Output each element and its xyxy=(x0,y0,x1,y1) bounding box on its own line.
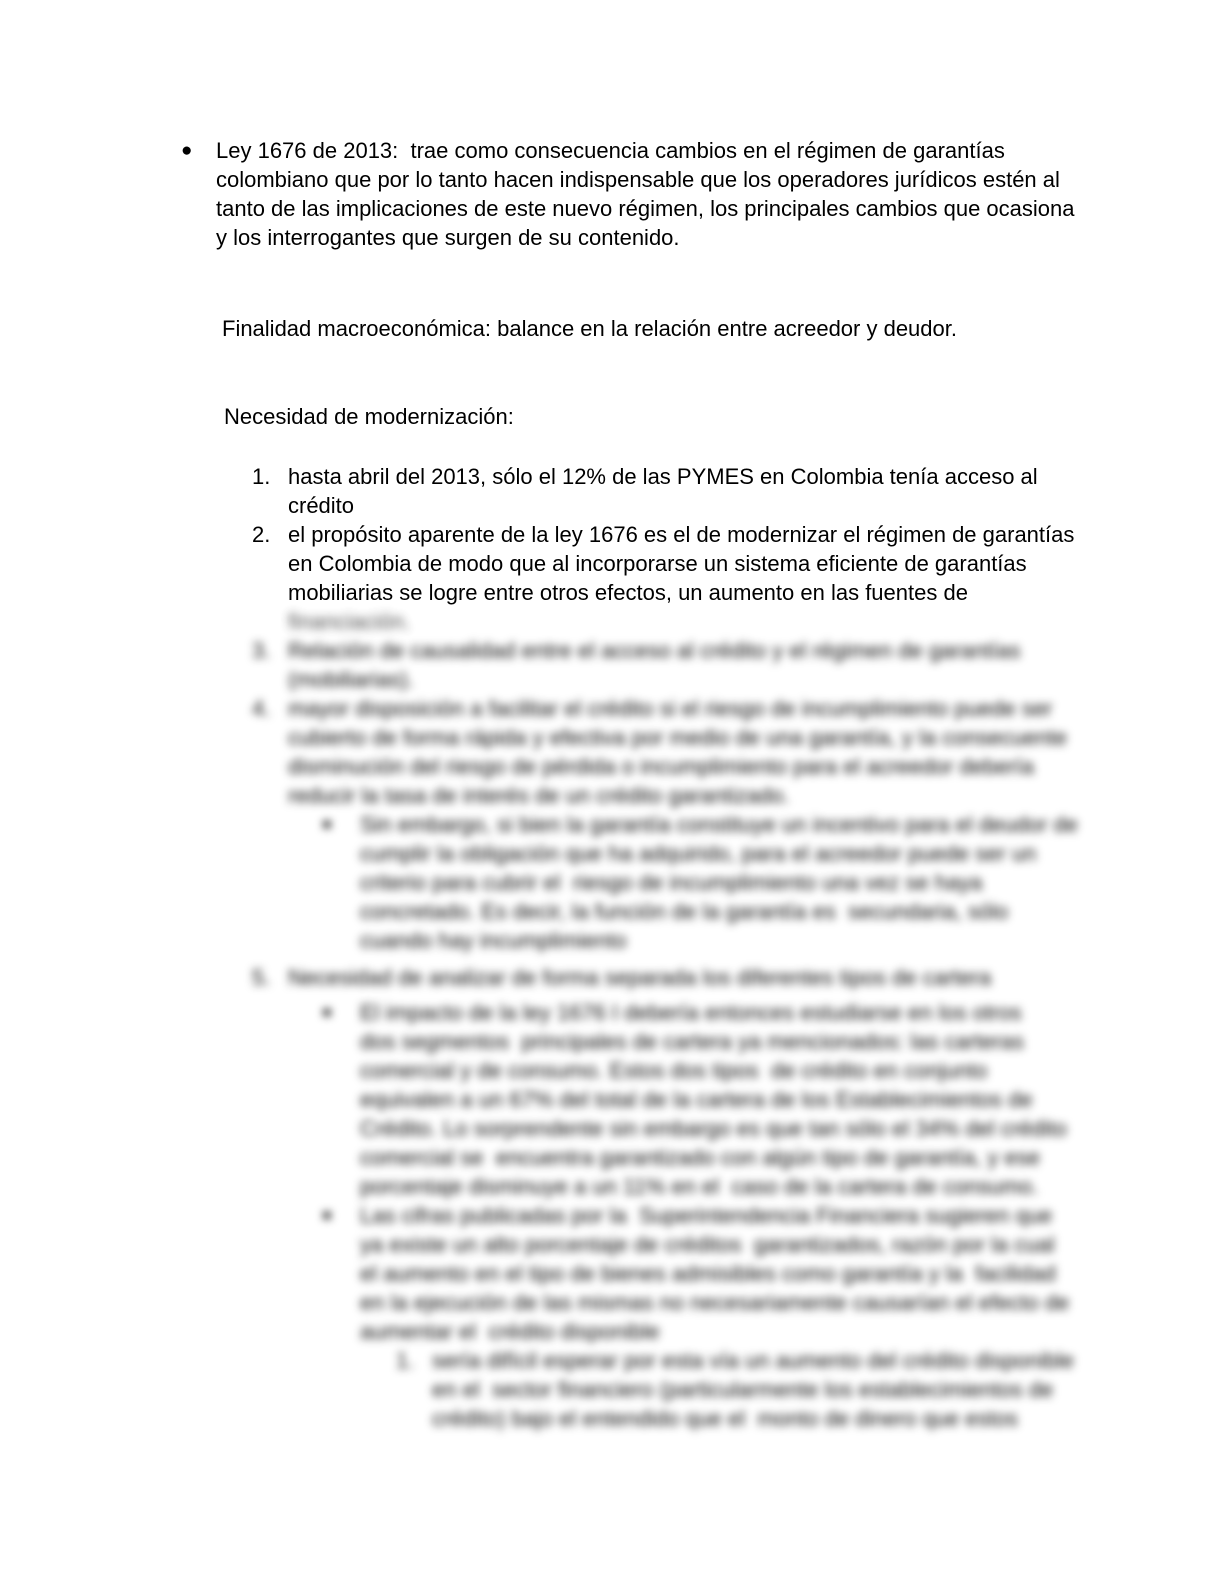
redacted-text-line: ya existe un alto porcentaje de créditos garantizados, razón por la cual xyxy=(360,1232,1055,1257)
number-marker: 3. xyxy=(252,638,271,663)
bullet-item-ley-1676 xyxy=(144,136,1080,252)
redacted-text-line: (mobiliarias). xyxy=(288,667,414,692)
text-line: crédito xyxy=(288,493,355,518)
redacted-text-line: equivalen a un 67% del total de la cartera de los Establecimientos de xyxy=(360,1087,1033,1112)
text-line: mobiliarias se logre entre otros efectos, un aumento en las fuentes de xyxy=(288,580,968,605)
redacted-text-line: crédito) bajo el entendido que el monto de dinero que estos xyxy=(432,1406,1018,1431)
redacted-text-line: Sin embargo, si bien la garantía constituye un incentivo para el deudor de xyxy=(360,812,1078,837)
redacted-text-line: en la ejecución de las mismas no necesariamente causarían el efecto de xyxy=(360,1290,1070,1315)
redacted-text-line: cumplir la obligación que ha adquirido, para el acreedor puede ser un xyxy=(360,841,1037,866)
redacted-text-line: disminución del riesgo de pérdida o incumplimiento para el acreedor debería xyxy=(288,754,1034,779)
redacted-text-line: criterio para cubrir el riesgo de incumplimiento una vez se haya xyxy=(360,870,983,895)
redacted-text-line: Crédito. Lo sorprendente sin embargo es que tan sólo el 34% del crédito xyxy=(360,1116,1067,1141)
list-item-2 xyxy=(144,520,1080,636)
sub-bullet-1-redacted xyxy=(144,810,1080,955)
redacted-text-line: cuando hay incumplimiento xyxy=(360,928,627,953)
document-content xyxy=(144,0,1080,1433)
numbered-list xyxy=(144,462,1080,1433)
text-line: el propósito aparente de la ley 1676 es el de modernizar el régimen de garantías xyxy=(288,522,1075,547)
redacted-text-line: El impacto de la ley 1676 I debería entonces estudiarse en los otros xyxy=(360,1000,1022,1025)
redacted-text-line: Necesidad de analizar de forma separada los diferentes tipos de cartera xyxy=(288,965,992,990)
redacted-text-line: comercial y de consumo. Estos dos tipos de crédito en conjunto xyxy=(360,1058,988,1083)
redacted-text-line: cubierto de forma rápida y efectiva por medio de una garantía, y la consecuente xyxy=(288,725,1068,750)
square-bullet-marker: ▪ xyxy=(322,808,332,839)
redacted-text-line: Relación de causalidad entre el acceso al crédito y el régimen de garantías xyxy=(288,638,1021,663)
redacted-text-line: el aumento en el tipo de bienes admisibles como garantía y la facilidad xyxy=(360,1261,1056,1286)
text-line: y los interrogantes que surgen de su contenido. xyxy=(216,225,680,250)
list-item-1 xyxy=(144,462,1080,520)
redacted-text-line: aumentar el crédito disponible xyxy=(360,1319,660,1344)
paragraph-finalidad: Finalidad macroeconómica: balance en la relación entre acreedor y deudor. xyxy=(222,316,957,341)
list-item-4-redacted xyxy=(144,694,1080,810)
redacted-text-line: en el sector financiero (particularmente los establecimientos de xyxy=(432,1377,1054,1402)
redacted-text-line: dos segmentos principales de cartera ya mencionados: las carteras xyxy=(360,1029,1025,1054)
text-line: Ley 1676 de 2013: trae como consecuencia cambios en el régimen de garantías xyxy=(216,138,1005,163)
text-line: tanto de las implicaciones de este nuevo régimen, los principales cambios que ocasiona xyxy=(216,196,1075,221)
text-line: colombiano que por lo tanto hacen indispensable que los operadores jurídicos estén al xyxy=(216,167,1060,192)
number-marker: 1. xyxy=(396,1348,415,1373)
number-marker: 5. xyxy=(252,965,271,990)
text-line: hasta abril del 2013, sólo el 12% de las PYMES en Colombia tenía acceso al xyxy=(288,464,1038,489)
disc-bullet-marker: ● xyxy=(181,140,193,161)
redacted-text-line: Las cifras publicadas por la Superintendencia Financiera sugieren que xyxy=(360,1203,1053,1228)
redacted-text-line: reducir la tasa de interés de un crédito garantizado. xyxy=(288,783,790,808)
list-item-5-redacted xyxy=(144,963,1080,992)
nested-item-1-redacted xyxy=(144,1346,1080,1433)
number-marker: 2. xyxy=(252,522,271,547)
sub-bullet-2-redacted xyxy=(144,998,1080,1201)
square-bullet-marker: ▪ xyxy=(322,996,332,1027)
square-bullet-marker: ▪ xyxy=(322,1199,332,1230)
sub-bullet-3-redacted xyxy=(144,1201,1080,1346)
paragraph-necesidad: Necesidad de modernización: xyxy=(224,404,514,429)
redacted-text-line: comercial se encuentra garantizado con algún tipo de garantía, y ese xyxy=(360,1145,1040,1170)
redacted-text-line: concretado. Es decir, la función de la garantía es secundaria, sólo xyxy=(360,899,1009,924)
list-item-3-redacted xyxy=(144,636,1080,694)
number-marker: 1. xyxy=(252,464,271,489)
text-line: en Colombia de modo que al incorporarse un sistema eficiente de garantías xyxy=(288,551,1027,576)
redacted-text-line: sería difícil esperar por esta vía un aumento del crédito disponible xyxy=(432,1348,1075,1373)
number-marker: 4. xyxy=(252,696,271,721)
redacted-text-line: financiación. xyxy=(288,609,411,634)
redacted-text-line: porcentaje disminuye a un 11% en el caso de la cartera de consumo. xyxy=(360,1174,1039,1199)
redacted-text-line: mayor disposición a facilitar el crédito si el riesgo de incumplimiento puede ser xyxy=(288,696,1053,721)
